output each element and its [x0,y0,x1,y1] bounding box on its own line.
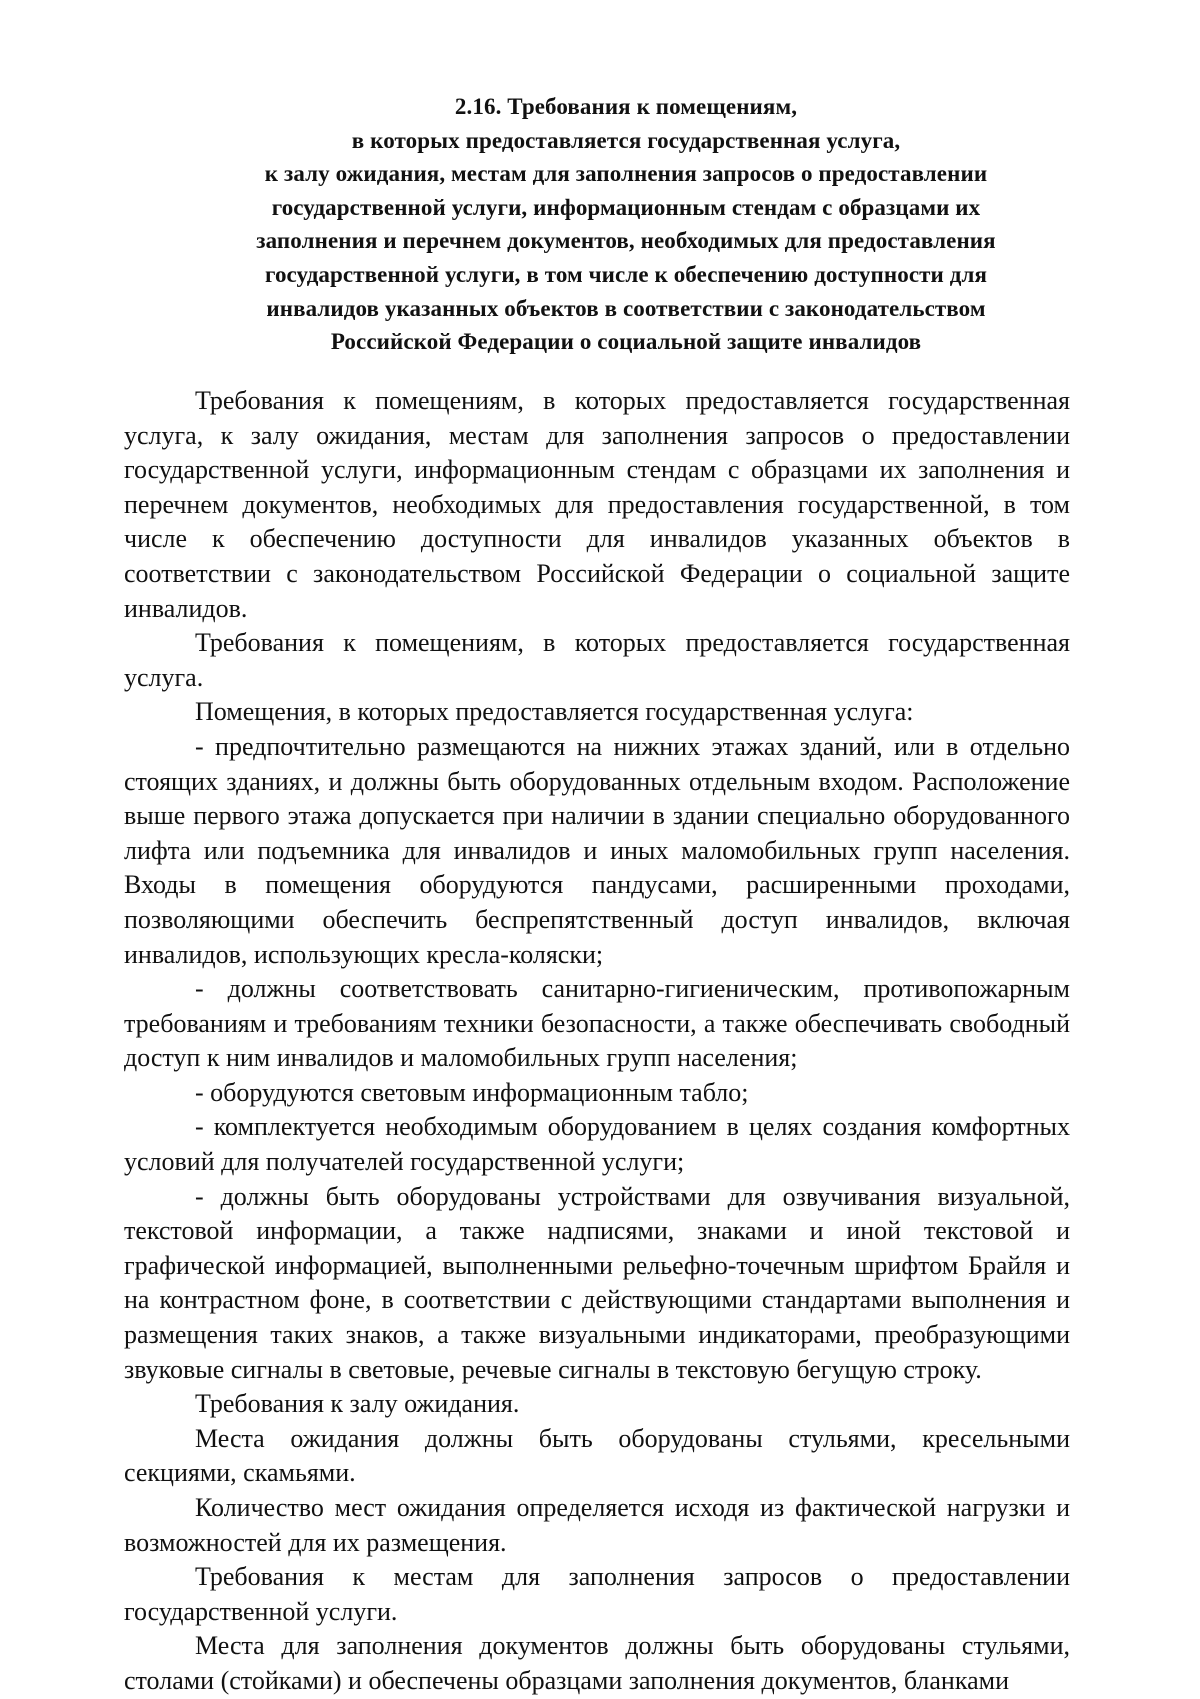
list-item: - оборудуются световым информационным табло; [195,1077,749,1107]
paragraph: Требования к местам для заполнения запросов о предоставлении государственной услуги. [124,1562,1070,1626]
heading-line: государственной услуги, в том числе к обеспечению доступности для [264,261,988,287]
list-item: - предпочтительно размещаются на нижних этажах зданий, или в отдельно стоящих зданиях, и должны быть оборудованных отдельным входом. Расположение выше первого этажа допускается при наличии в здании специально оборудованного лифта или подъемника для инвалидов и иных маломобильных групп населения. Входы в помещения оборудуются пандусами, расширенными проходами, позволяющими обеспечить беспрепятственный доступ инвалидов, включая инвалидов, использующих кресла-коляски; [124,731,1070,969]
heading-line: Российской Федерации о социальной защите инвалидов [330,329,922,355]
section-heading [176,90,1076,359]
paragraph: Места ожидания должны быть оборудованы стульями, кресельными секциями, скамьями. [124,1423,1070,1488]
list-item: - должны быть оборудованы устройствами для озвучивания визуальной, текстовой информации, а также надписями, знаками и иной текстовой и графической информацией, выполненными рельефно-точечным шрифтом Брайля и на контрастном фоне, в соответствии с действующими стандартами выполнения и размещения таких знаков, а также визуальными индикаторами, преобразующими звуковые сигналы в световые, речевые сигналы в текстовую бегущую строку. [124,1181,1070,1384]
list-item: - должны соответствовать санитарно-гигиеническим, противопожарным требованиям и требованиям техники безопасности, а также обеспечивать свободный доступ к ним инвалидов и маломобильных групп населения; [124,974,1070,1073]
heading-line: в которых предоставляется государственная услуга, [351,127,901,153]
paragraph: Требования к залу ожидания. [195,1389,520,1419]
heading-line: государственной услуги, информационным стендам с образцами их [271,194,981,220]
heading-line: 2.16. Требования к помещениям, [454,94,798,119]
paragraph: Требования к помещениям, в которых предоставляется государственная услуга, к залу ожидания, местам для заполнения запросов о предоставлении государственной услуги, информационным стендам с образцами их заполнения и перечнем документов, необходимых для предоставления государственной, в том числе к обеспечению доступности для инвалидов указанных объектов в соответствии с законодательством Российской Федерации о социальной защите инвалидов. [124,386,1070,623]
heading-line: к залу ожидания, местам для заполнения запросов о предоставлении [264,161,988,187]
paragraph: Места для заполнения документов должны быть оборудованы стульями, столами (стойками) и обеспечены образцами заполнения документов, бланками [124,1631,1070,1695]
paragraph: Количество мест ожидания определяется исходя из фактической нагрузки и возможностей для их размещения. [124,1493,1070,1557]
heading-line: заполнения и перечнем документов, необходимых для предоставления [256,228,996,254]
list-item: - комплектуется необходимым оборудованием в целях создания комфортных условий для получателей государственной услуги; [124,1112,1070,1177]
paragraph: Помещения, в которых предоставляется государственная услуга: [195,697,914,727]
document-body [124,384,1070,1699]
heading-line: инвалидов указанных объектов в соответствии с законодательством [266,295,986,321]
paragraph: Требования к помещениям, в которых предоставляется государственная услуга. [124,628,1070,692]
